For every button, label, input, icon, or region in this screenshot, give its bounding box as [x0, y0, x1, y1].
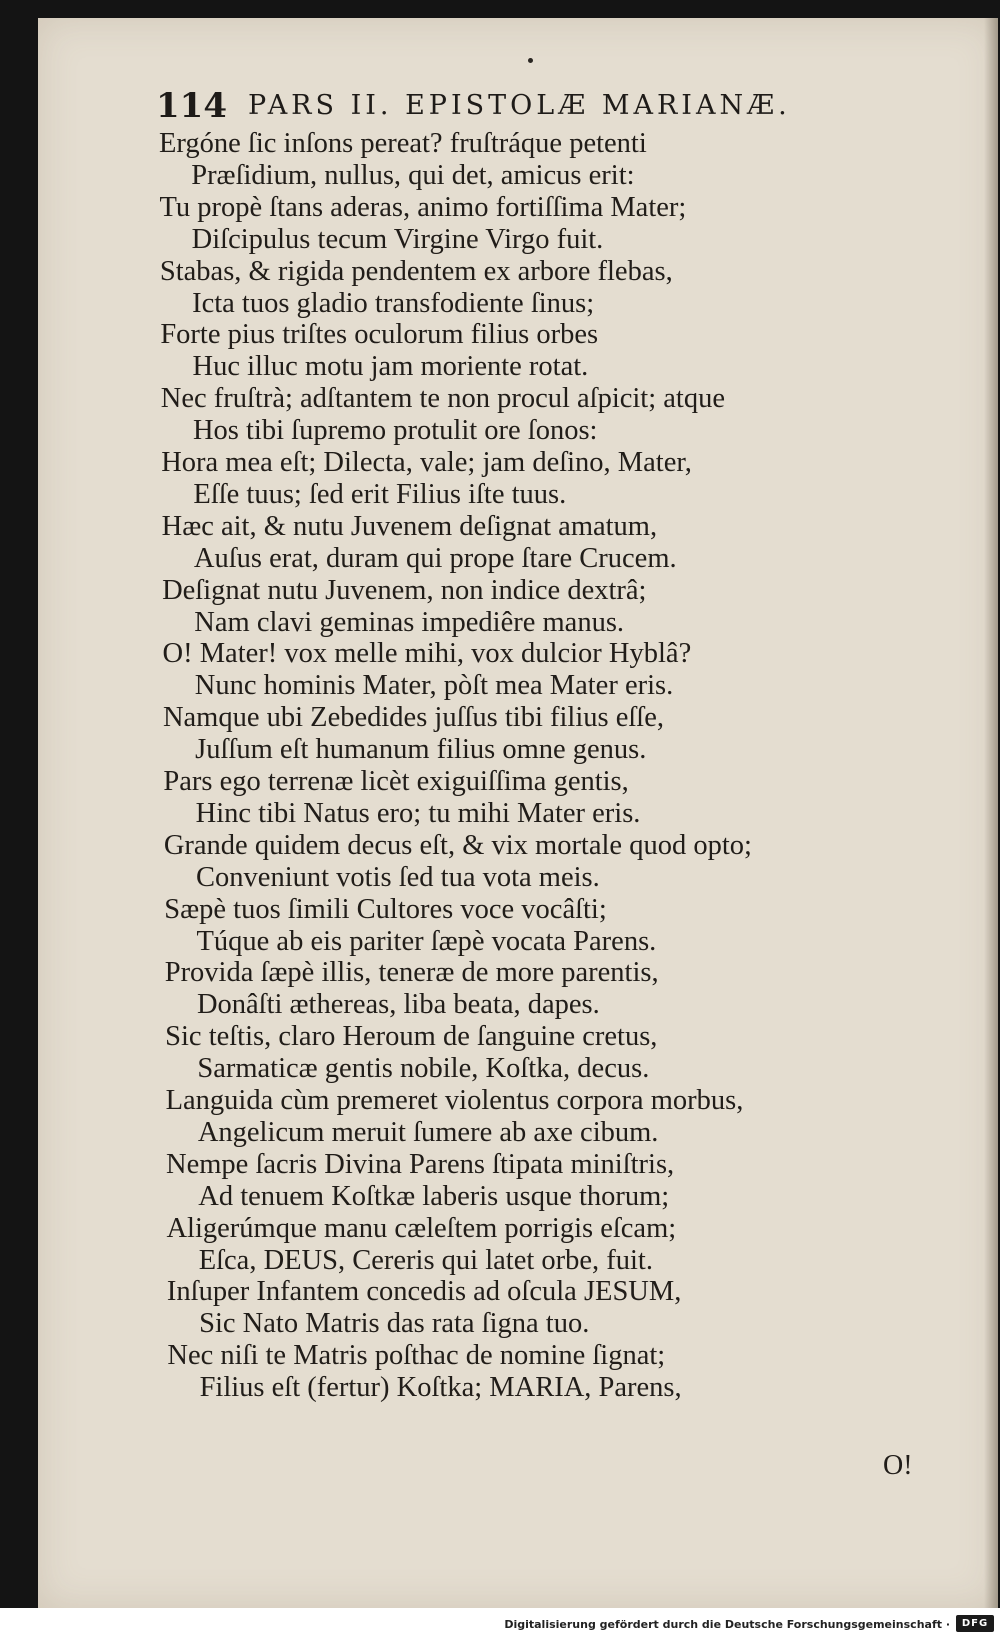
footer-bar [0, 1608, 1000, 1640]
verse-line: Stabas, & rigida pendentem ex arbore flebas, [159, 255, 673, 287]
verse-line: Deſignat nutu Juvenem, non indice dextrâ; [162, 574, 647, 606]
verse-line: Hinc tibi Natus ero; tu mihi Mater eris. [195, 797, 641, 829]
verse-line: Diſcipulus tecum Virgine Virgo fuit. [191, 223, 604, 255]
verse-line: Sic Nato Matris das rata ſigna tuo. [199, 1308, 590, 1340]
verse-line: Auſus erat, duram qui prope ſtare Crucem. [193, 542, 677, 574]
catchword: O! [883, 1450, 913, 1481]
verse-line: Inſuper Infantem concedis ad oſcula JESUM, [166, 1276, 682, 1308]
verse-line: Nam clavi geminas impediêre manus. [194, 606, 625, 638]
verse-line: Sæpè tuos ſimili Cultores voce vocâſti; [164, 893, 607, 925]
verse-line: Donâſti æthereas, liba beata, dapes. [196, 989, 600, 1021]
verse-line: Conveniunt votis ſed tua vota meis. [196, 861, 600, 893]
verse-line: Eſſe tuus; ſed erit Filius iſte tuus. [193, 478, 567, 510]
verse-line: Præſidium, nullus, qui det, amicus erit: [191, 159, 635, 191]
verse-line: O! Mater! vox melle mihi, vox dulcior Hyblâ? [162, 638, 692, 670]
verse-line: Aligerúmque manu cæleſtem porrigis eſcam; [166, 1212, 677, 1244]
verse-line: Juſſum eſt humanum filius omne genus. [195, 734, 647, 766]
verse-line: Tu propè ſtans aderas, animo fortiſſima Mater; [159, 191, 687, 223]
verse-line: Nempe ſacris Divina Parens ſtipata miniſtris, [166, 1148, 675, 1180]
verse-line: Sic teſtis, claro Heroum de ſanguine cretus, [165, 1021, 658, 1053]
verse-line: Nec fruſtrà; adſtantem te non procul aſpicit; atque [160, 383, 725, 415]
running-title: PARS II. EPISTOLÆ MARIANÆ. [248, 90, 791, 121]
verse-line: Ergóne ſic inſons pereat? fruſtráque petenti [159, 128, 647, 159]
verse-line: Filius eſt (fertur) Koſtka; MARIA, Parens, [199, 1372, 682, 1404]
dfg-logo: DFG [956, 1615, 994, 1632]
verse-line: Forte pius triſtes oculorum filius orbes [160, 319, 599, 351]
verse-line: Sarmaticæ gentis nobile, Koſtka, decus. [197, 1053, 650, 1085]
verse-line: Ad tenuem Koſtkæ laberis usque thorum; [198, 1180, 670, 1212]
verse-line: Namque ubi Zebedides juſſus tibi filius eſſe, [162, 702, 664, 734]
page-number: 114 [156, 86, 227, 126]
verse-line: Icta tuos gladio transfodiente ſinus; [192, 287, 595, 319]
verse-line: Provida ſæpè illis, teneræ de more parentis, [164, 957, 659, 989]
verse-line: Angelicum meruit ſumere ab axe cibum. [197, 1116, 659, 1148]
verse-line: Hora mea eſt; Dilecta, vale; jam deſino, Mater, [161, 447, 692, 478]
verse-line: Grande quidem decus eſt, & vix mortale quod opto; [163, 829, 752, 861]
verse-line: Nunc hominis Mater, pòſt mea Mater eris. [194, 670, 674, 702]
verse-line: Hos tibi ſupremo protulit ore ſonos: [192, 415, 598, 447]
book-page [38, 18, 998, 1608]
verse-text [38, 18, 998, 1608]
funding-note: Digitalisierung gefördert durch die Deutsche Forschungsgemeinschaft · [504, 1618, 950, 1631]
verse-line: Hæc ait, & nutu Juvenem deſignat amatum, [161, 510, 658, 542]
verse-line: Huc illuc motu jam moriente rotat. [192, 351, 589, 383]
verse-line: Túque ab eis pariter ſæpè vocata Parens. [196, 925, 657, 957]
verse-line: Eſca, DEUS, Cereris qui latet orbe, fuit. [198, 1244, 653, 1276]
verse-line: Languida cùm premeret violentus corpora morbus, [165, 1085, 744, 1116]
verse-line: Pars ego terrenæ licèt exiguiſſima gentis, [163, 766, 629, 797]
verse-line: Nec niſi te Matris poſthac de nomine ſignat; [167, 1340, 666, 1372]
